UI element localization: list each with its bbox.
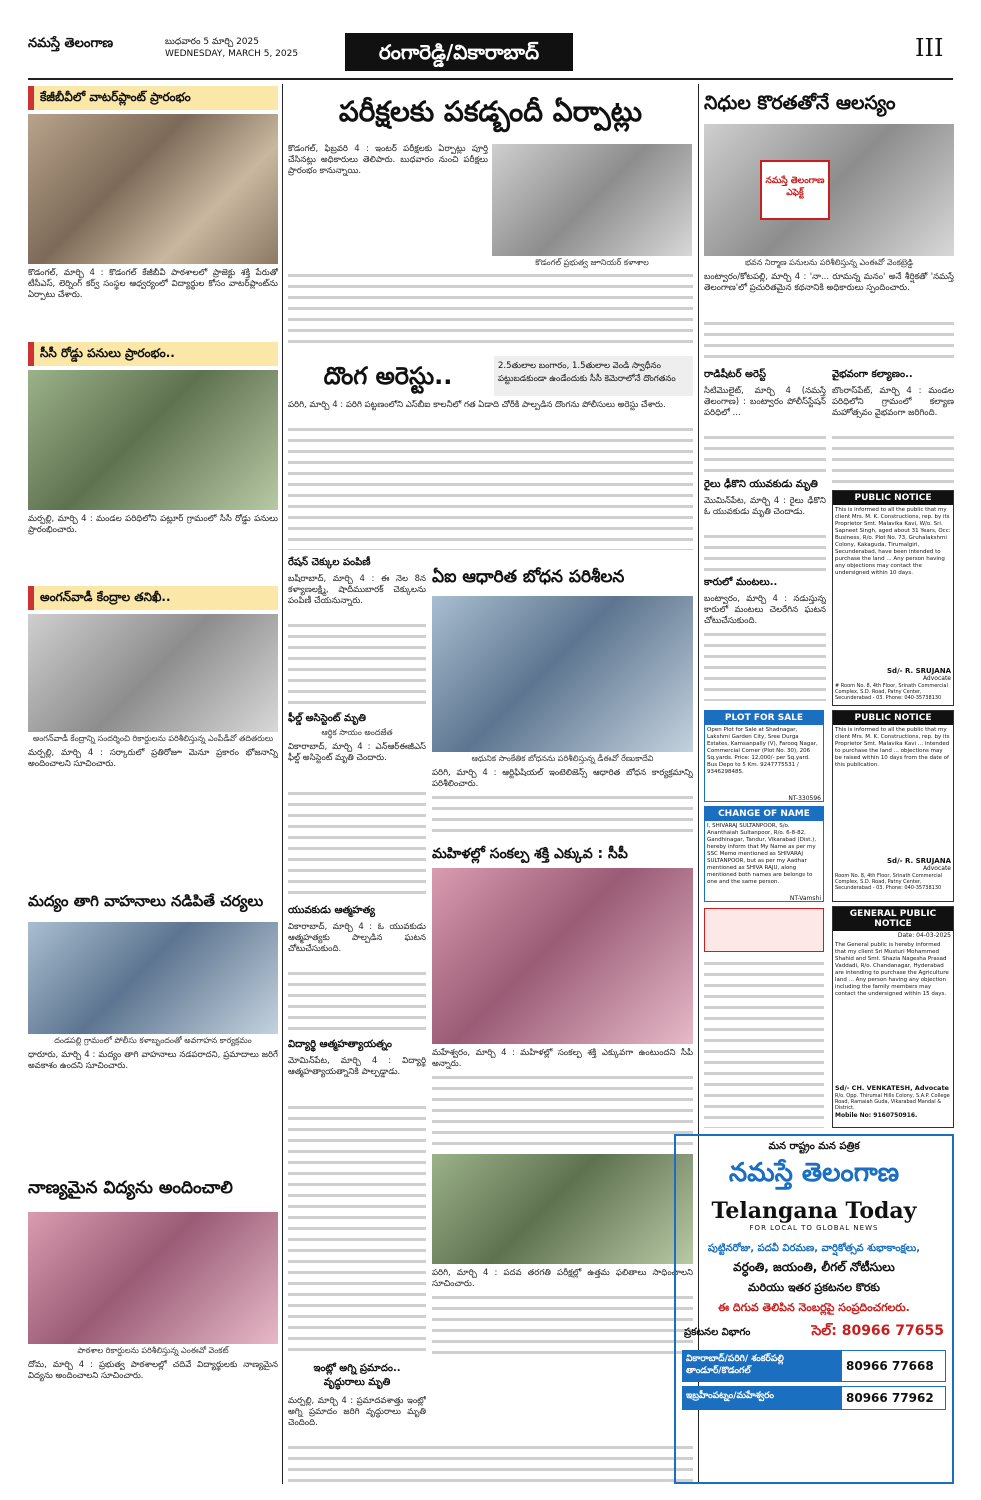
- change-of-name-title: CHANGE OF NAME: [705, 807, 823, 821]
- house-ad-brand-te: నమస్తే తెలంగాణ: [728, 1158, 900, 1188]
- public-notice-2-signer: Sd/- R. SRUJANA: [887, 857, 951, 865]
- masthead-date: [165, 36, 305, 60]
- house-ad-region3: ఇబ్రహీంపట్నం/మహేశ్వరం: [683, 1387, 842, 1409]
- ration-body: బషీరాబాద్, మార్చి 4 : ఈ నెల 8న కళ్యాణలక్ష్మి, షాదీముబారక్ చెక్కులను పంపిణీ చేయనున్నారు.: [288, 574, 426, 606]
- public-notice-1-role: Advocate: [922, 675, 951, 682]
- thief-bullet-1: 2.5తులాల బంగారం, 1.5తులాల వెండి స్వాధీనం: [498, 361, 661, 371]
- public-notice-1-signer: Sd/- R. SRUJANA: [887, 667, 951, 675]
- story4-body: ధారూరు, మార్చి 4 : మద్యం తాగి వాహనాలు నడపరాదని, ప్రమాదాలు జరిగే అవకాశం ఉందని సూచించారు.: [28, 1050, 278, 1071]
- youth-body-continued: [288, 968, 426, 1032]
- house-ad-brand-sub: FOR LOCAL TO GLOBAL NEWS: [749, 1224, 879, 1232]
- public-notice-2-title: PUBLIC NOTICE: [833, 711, 953, 725]
- story3-headline: అంగన్‌వాడీ కేంద్రాల తనిఖీ..: [28, 586, 278, 610]
- column-rule-left: [282, 84, 283, 1484]
- public-notice-2: [832, 710, 954, 902]
- story4-headline: మద్యం తాగి వాహనాలు నడిపితే చర్యలు: [28, 892, 264, 910]
- women-headline: మహిళల్లో సంకల్ప శక్తి ఎక్కువ : సీపీ: [432, 846, 628, 862]
- plot-sale-body: Open Plot for Sale at Shadnagar, Lakshmi Garden City, Sree Durga Estates, Kamsanpally (V), Farooq Nagar, Commercial Corner (Plot No. 30), 206 Sq.yards. Price: 12,000/- per Sq.yard. Bus Depo to 5 Km. 9247775531 / 9346298485.: [707, 727, 818, 775]
- brief2-headline: రైలు ఢీకొని యువకుడు మృతి: [704, 479, 818, 490]
- ai-body-continued: [432, 792, 693, 836]
- effect-badge: నమస్తే తెలంగాణ ఎఫెక్ట్: [760, 160, 830, 220]
- student-body: మోమిన్‌పేట, మార్చి 4 : విద్యార్థి ఆత్మహత్యాయత్నానికి పాల్పడ్డాడు.: [288, 1056, 426, 1077]
- house-ad-line4: ఈ దిగువ తెలిపిన నెంబర్లపై సంప్రదించగలరు.: [718, 1301, 910, 1314]
- general-notice-address: R/o. Opp. Thirumal Hills Colony, S.A.P. College Road, Ramaiah Guda, Vikarabad Mandal & District.: [835, 1093, 950, 1111]
- change-of-name-ref: NT-Vamshi: [789, 895, 821, 902]
- public-notice-1-title: PUBLIC NOTICE: [833, 491, 953, 505]
- right-lead-headline: నిధుల కొరతతోనే ఆలస్యం: [704, 92, 896, 114]
- fire-headline-line1: ఇంట్లో అగ్ని ప్రమాదం..: [313, 1363, 401, 1374]
- fire-headline-line2: వృద్ధురాలు మృతి: [323, 1377, 391, 1388]
- public-notice-2-address: Room No. 8, 4th Floor, Srinath Commercial Complex, S.D. Road, Patny Center, Secunderabad - 03. Phone: 040-35738130: [835, 873, 943, 891]
- story3-body: మర్పల్లి, మార్చి 4 : సర్కారులో ప్రతిరోజూ మెనూ ప్రకారం భోజనాన్ని అందించాలని సూచించారు.: [28, 748, 278, 769]
- student-body-continued: [288, 1102, 426, 1354]
- ration-body-continued: [288, 620, 426, 706]
- house-ad-phone2: 80966 77962: [846, 1391, 934, 1405]
- thief-bullet-2: పట్టుబడకుండా ఉండేందుకు సీసీ కెమెరాలోనే దొంగతనం: [498, 374, 676, 384]
- house-ad-phone-row-1: [682, 1350, 946, 1382]
- story2-body: మర్పల్లి, మార్చి 4 : మండల పరిధిలోని పట్లూర్ గ్రామంలో సీసీ రోడ్డు పనులు ప్రారంభించారు.: [28, 514, 278, 535]
- brief4-headline: వైభవంగా కల్యాణం..: [832, 369, 913, 380]
- house-ad-cell: సెల్: 80966 77655: [811, 1323, 944, 1339]
- story2-photo: [28, 370, 278, 510]
- story1-photo: [28, 114, 278, 264]
- house-ad-contact-label: ప్రకటనల విభాగం: [684, 1326, 751, 1338]
- brief2-body: మొమిన్‌పేట, మార్చి 4 : రైలు ఢీకొని ఓ యువకుడు మృతి చెందాడు.: [704, 496, 826, 517]
- brief1-body-continued: [704, 432, 826, 474]
- fire-body-continued: [288, 1442, 693, 1482]
- house-ad-line3: మరియు ఇతర ప్రకటనల కొరకు: [748, 1281, 880, 1294]
- story5-headline: నాణ్యమైన విద్యను అందించాలి: [28, 1178, 233, 1198]
- page-number: III: [915, 34, 944, 62]
- lead-body-continued: [288, 270, 693, 350]
- story4-photo: [28, 922, 278, 1034]
- lead-body: కొడంగల్, ఫిబ్రవరి 4 : ఇంటర్ పరీక్షలకు ఏర్పాట్లు పూర్తి చేసినట్లు అధికారులు తెలిపారు. బుధవారం నుంచి పరీక్షలు ప్రారంభం కానున్నాయి.: [288, 144, 488, 176]
- general-notice-signer: Sd/- CH. VENKATESH, Advocate: [835, 1084, 949, 1092]
- women-body: మహేశ్వరం, మార్చి 4 : మహిళల్లో సంకల్ప శక్తి ఎక్కువగా ఉంటుందని సీపీ అన్నారు.: [432, 1048, 693, 1069]
- thief-headline: దొంగ అరెస్టు..: [323, 362, 453, 390]
- masthead-rule: [28, 78, 953, 80]
- death-subhead: ఆర్థిక సాయం అందజేత: [321, 728, 393, 737]
- brief1-body: సిటిమొలైట్, మార్చి 4 (నమస్తే తెలంగాణ) : బంట్వారం పోలీస్‌స్టేషన్ పరిధిలో ...: [704, 386, 826, 418]
- public-notice-1-address: # Room No. 8, 4th Floor, Srinath Commercial Complex, S.D. Road, Patny Center, Secunderabad - 03. Phone: 040-35738130: [835, 683, 948, 701]
- ai-photo: [432, 596, 693, 752]
- house-ad-region-block-1: [683, 1351, 842, 1381]
- thief-bullets: [494, 356, 693, 396]
- section-banner: రంగారెడ్డి/వికారాబాద్: [345, 33, 573, 71]
- ai-headline: ఏఐ ఆధారిత బోధన పరిశీలన: [432, 567, 625, 587]
- school-body-continued: [432, 1292, 693, 1354]
- right-lead-body: బంట్వారం/కోటపల్లి, మార్చి 4 : 'నా... రూమన్న మనం' అనే శీర్షికతో 'నమస్తే తెలంగాణ'లో ప్రచురితమైన కథనానికి అధికారులు స్పందించారు.: [704, 272, 954, 293]
- youth-headline: యువకుడు ఆత్మహత్య: [288, 905, 375, 916]
- brief3-headline: కారులో మంటలు..: [704, 577, 778, 588]
- youth-body: వికారాబాద్, మార్చి 4 : ఓ యువకుడు ఆత్మహత్యకు పాల్పడిన ఘటన చోటుచేసుకుంది.: [288, 922, 426, 954]
- newspaper-house-ad: [674, 1134, 954, 1484]
- house-ad-line2: వర్ధంతి, జయంతి, లీగల్ నోటీసులు: [733, 1260, 895, 1274]
- death-body: వికారాబాద్, మార్చి 4 : ఎన్‌ఆర్‌ఈజీఎస్ ఫీల్డ్ అసిస్టెంట్ మృతి చెందారు.: [288, 742, 426, 763]
- brief4-body-continued: [832, 432, 954, 484]
- general-notice-mobile: Mobile No: 9160750916.: [835, 1112, 918, 1119]
- change-of-name-ad: [704, 806, 824, 902]
- brief3-body-continued: [704, 629, 826, 701]
- lead-caption: కొడంగల్ ప్రభుత్వ జూనియర్ కళాశాల: [535, 258, 649, 267]
- house-ad-region2: తాండూర్/కొడంగల్: [686, 1366, 751, 1376]
- women-photo: [432, 868, 693, 1044]
- right-filler-text: [704, 958, 824, 1128]
- general-notice-date: Date: 04-03-2025: [897, 932, 951, 939]
- story1-headline: కేజీబీవీలో వాటర్‌ప్లాంట్ ప్రారంభం: [28, 86, 278, 110]
- general-notice-body: The General public is hereby informed that my client Sri Musturi Mohammed Shahid and Smt. Shazia Nagesha Prasad Vaddadi, R/o. Chandanagar, Hyderabad are intending to purchase the Agriculture land ... Any person having any objection including the family members may contact the undersigned within 15 days.: [835, 942, 949, 997]
- death-headline: ఫీల్డ్ అసిస్టెంట్ మృతి: [288, 713, 367, 724]
- brief3-body: బంట్వారం, మార్చి 4 : నడుస్తున్న కారులో మంటలు చెలరేగిన ఘటన చోటుచేసుకుంది.: [704, 594, 826, 626]
- thief-body: పరిగి, మార్చి 4 : పరిగి పట్టణంలోని ఎస్‌బీఐ కాలనీలో గత ఏడాది చోరీకి పాల్పడిన దొంగను పోలీసులు అరెస్టు చేశారు.: [288, 400, 666, 410]
- date-english: WEDNESDAY, MARCH 5, 2025: [165, 49, 299, 59]
- student-headline: విద్యార్థి ఆత్మహత్యాయత్నం: [288, 1039, 393, 1050]
- public-notice-1: [832, 490, 954, 706]
- change-of-name-body: I, SHIVARAJ SULTANPOOR, S/o. Ananthaiah Sultanpoor, R/o. 6-8-82, Gandhinagar, Tandur, Vikarabad (Dist.), hereby inform that My Name as per my SSC Memo mentioned as SHIVARAJ SULTANPOOR, but as per my Aadhar mentioned as SHIVA RAJU, along mentioned both names are belongs to one and the same person.: [707, 823, 817, 885]
- plot-sale-ref: NT-330596: [788, 795, 821, 802]
- lead-photo: [492, 144, 692, 256]
- masthead-brand: నమస్తే తెలంగాణ: [28, 36, 114, 51]
- right-lead-caption: భవన నిర్మాణ పనులను పరిశీలిస్తున్న ఎంఈవో వెంకట్రెడ్డి: [745, 258, 913, 267]
- story5-caption: పాఠశాల రికార్డులను పరిశీలిస్తున్న ఎంఈవో వెంకట్: [77, 1346, 229, 1355]
- house-ad-brand-en: Telangana Today: [711, 1198, 917, 1224]
- right-lead-body-continued: [704, 318, 954, 362]
- story4-caption: దండపల్లి గ్రామంలో పోలీసు కళాబృందంతో అవగాహన కార్యక్రమం: [54, 1036, 252, 1045]
- house-ad-tagline: మన రాష్ట్రం మన పత్రిక: [768, 1141, 860, 1152]
- story5-body: దోమ, మార్చి 4 : ప్రభుత్వ పాఠశాలల్లో చదివే విద్యార్థులకు నాణ్యమైన విద్యను అందించాలని సూచించారు.: [28, 1360, 278, 1381]
- plot-sale-ad: [704, 710, 824, 802]
- general-notice-title: GENERAL PUBLIC NOTICE: [833, 907, 953, 931]
- date-telugu: బుధవారం 5 మార్చి 2025: [165, 37, 259, 47]
- lead-headline: పరీక్షలకు పకడ్బందీ ఏర్పాట్లు: [338, 95, 643, 128]
- house-ad-phone-row-2: [682, 1386, 946, 1410]
- small-ad-box: [704, 908, 824, 952]
- ai-body: పరిగి, మార్చి 4 : ఆర్టిఫిషియల్ ఇంటెలిజెన్స్ ఆధారిత బోధన కార్యక్రమాన్ని పరిశీలించారు.: [432, 768, 693, 789]
- school-photo: [432, 1154, 693, 1264]
- thief-body-continued: [288, 424, 693, 550]
- fire-headline: [288, 1362, 426, 1392]
- story3-photo: [28, 614, 278, 732]
- general-public-notice: [832, 906, 954, 1128]
- story3-caption: అంగన్‌వాడీ కేంద్రాన్ని సందర్శించి రికార్డులను పరిశీలిస్తున్న ఎంపీడీవో తదితరులు: [32, 734, 274, 743]
- brief1-headline: రాడిషీటర్ అరెస్ట్: [704, 369, 766, 380]
- ration-headline: రేషన్ చెక్కుల పంపిణీ: [288, 557, 371, 568]
- death-body-continued: [288, 788, 426, 898]
- ai-caption: ఆధునిక సాంకేతిక బోధనను పరిశీలిస్తున్న డీఈవో రేణుకాదేవి: [471, 754, 654, 763]
- house-ad-phone1: 80966 77668: [846, 1359, 934, 1373]
- story2-headline: సీసీ రోడ్డు పనులు ప్రారంభం..: [28, 342, 278, 366]
- plot-sale-title: PLOT FOR SALE: [705, 711, 823, 725]
- brief2-body-continued: [704, 531, 826, 571]
- house-ad-region1: వికారాబాద్/పరిగి/ శంకర్‌పల్లి: [686, 1354, 784, 1364]
- fire-body: మర్పల్లి, మార్చి 4 : ప్రమాదవశాత్తు ఇంట్లో అగ్ని ప్రమాదం జరిగి వృద్ధురాలు మృతి చెందింది.: [288, 1396, 426, 1428]
- public-notice-2-role: Advocate: [922, 865, 951, 872]
- house-ad-contact-row: [676, 1317, 952, 1342]
- school-body: పరిగి, మార్చి 4 : పదవ తరగతి పరీక్షల్లో ఉత్తమ ఫలితాలు సాధించాలని సూచించారు.: [432, 1268, 693, 1289]
- story5-photo: [28, 1212, 278, 1344]
- house-ad-line1: పుట్టినరోజు, పదవీ విరమణ, వార్షికోత్సవ శుభాకాంక్షలు,: [707, 1243, 921, 1254]
- women-body-continued: [432, 1072, 693, 1148]
- brief4-body: బొంరాస్‌పేట్, మార్చి 4 : మండల పరిధిలోని గ్రామంలో కల్యాణ మహోత్సవం వైభవంగా జరిగింది.: [832, 386, 954, 418]
- public-notice-1-body: This is informed to all the public that my client Mrs. M. K. Constructions, rep. by its Proprietor Smt. Malavika Kavi, W/o. Sri. Sapneet Singh, aged about 31 Years, Occ: Business, R/o. Plot No. 73, Gruhalakshmi Colony, Kakaguda, Tirumalgiri, Secunderabad, have been intended to purchase the land ... Any person having any objections may contact the undersigned within 10 days.: [835, 507, 951, 576]
- public-notice-2-body: This is informed to all the public that my client Mrs. M. K. Constructions, rep. by its Proprietor Smt. Malavika Kavi ... intended to purchase the land ... objections may be raised within 10 days from the date of this publication.: [835, 727, 950, 768]
- story1-body: కొడంగల్, మార్చి 4 : కొడంగల్ కేజీబీవీ పాఠశాలలో ప్రాజెక్టు శక్తి పేరుతో టీసీఎస్, లెర్నింగ్ కర్వ్ సంస్థల ఆధ్వర్యంలో విద్యార్థుల కోసం వాటర్‌ప్లాంట్‌ను ఏర్పాటు చేశారు.: [28, 268, 278, 300]
